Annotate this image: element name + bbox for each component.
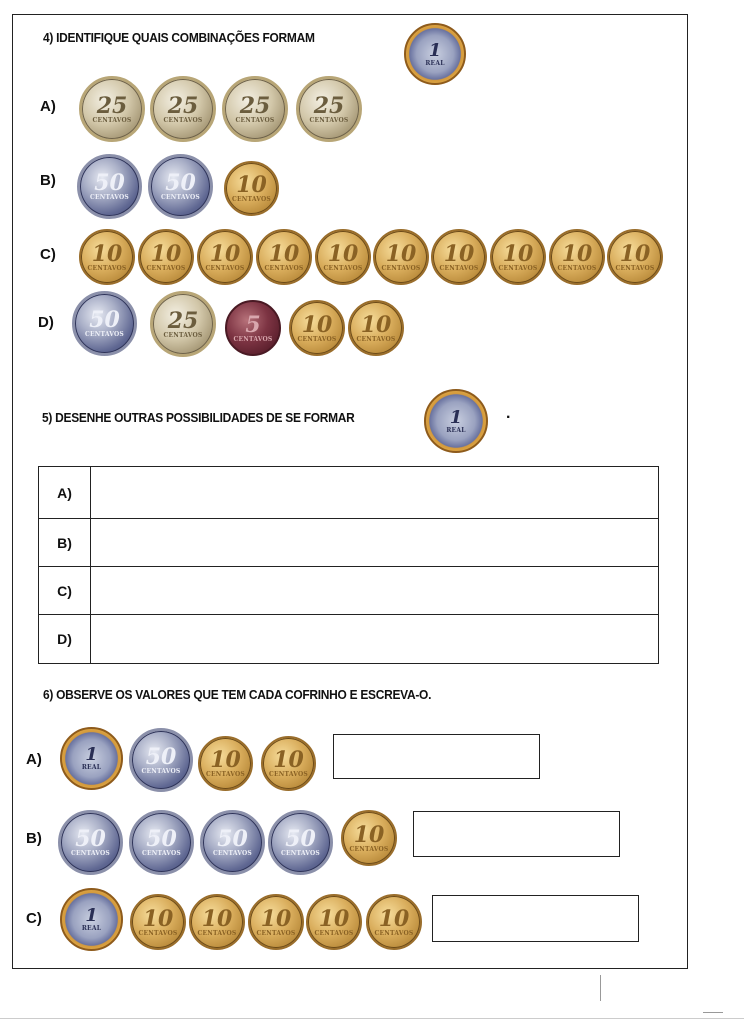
question-5-title: 5) DESENHE OUTRAS POSSIBILIDADES DE SE FORMAR bbox=[42, 410, 355, 425]
coin-10-centavos-icon: 10 CENTAVOS bbox=[130, 894, 186, 950]
one-real-coin-icon: 1 REAL bbox=[60, 727, 123, 790]
q6-row-a-answer-box[interactable] bbox=[333, 734, 540, 779]
coin-5-centavos-icon: 5 CENTAVOS bbox=[225, 300, 281, 356]
coin-50-centavos-icon: 50 CENTAVOS bbox=[58, 810, 123, 875]
q5-row-a bbox=[39, 467, 658, 518]
coin-10-centavos-icon: 10 CENTAVOS bbox=[79, 229, 135, 285]
coin-10-centavos-icon: 10 CENTAVOS bbox=[138, 229, 194, 285]
coin-25-centavos-icon: 25 CENTAVOS bbox=[150, 76, 216, 142]
coin-50-centavos-icon: 50 CENTAVOS bbox=[129, 810, 194, 875]
coin-10-centavos-icon: 10 CENTAVOS bbox=[373, 229, 429, 285]
q5-row-c bbox=[39, 566, 658, 614]
q4-row-a-label: A) bbox=[40, 98, 56, 115]
coin-10-centavos-icon: 10 CENTAVOS bbox=[197, 229, 253, 285]
coin-10-centavos-icon: 10 CENTAVOS bbox=[248, 894, 304, 950]
scan-artifact-mark bbox=[600, 975, 601, 1001]
q5-row-a-drawing-area[interactable] bbox=[91, 467, 658, 518]
coin-10-centavos-icon: 10 CENTAVOS bbox=[341, 810, 397, 866]
coin-10-centavos-icon: 10 CENTAVOS bbox=[607, 229, 663, 285]
coin-10-centavos-icon: 10 CENTAVOS bbox=[306, 894, 362, 950]
scan-artifact-mark bbox=[703, 1012, 723, 1013]
q5-row-b-label: B) bbox=[39, 519, 91, 566]
coin-25-centavos-icon: 25 CENTAVOS bbox=[296, 76, 362, 142]
coin-10-centavos-icon: 10 CENTAVOS bbox=[224, 161, 279, 216]
q4-row-b-label: B) bbox=[40, 172, 56, 189]
coin-10-centavos-icon: 10 CENTAVOS bbox=[261, 736, 316, 791]
coin-25-centavos-icon: 25 CENTAVOS bbox=[79, 76, 145, 142]
q5-row-b bbox=[39, 518, 658, 566]
one-real-coin-icon: 1 REAL bbox=[404, 23, 466, 85]
q5-answer-table bbox=[38, 466, 659, 664]
one-real-coin-icon: 1 REAL bbox=[424, 389, 488, 453]
coin-10-centavos-icon: 10 CENTAVOS bbox=[348, 300, 404, 356]
q6-row-a-label: A) bbox=[26, 751, 42, 768]
coin-50-centavos-icon: 50 CENTAVOS bbox=[129, 728, 193, 792]
q6-row-c-answer-box[interactable] bbox=[432, 895, 639, 942]
q5-row-a-label: A) bbox=[39, 467, 91, 518]
coin-10-centavos-icon: 10 CENTAVOS bbox=[256, 229, 312, 285]
q6-row-b-label: B) bbox=[26, 830, 42, 847]
coin-10-centavos-icon: 10 CENTAVOS bbox=[315, 229, 371, 285]
coin-10-centavos-icon: 10 CENTAVOS bbox=[189, 894, 245, 950]
coin-10-centavos-icon: 10 CENTAVOS bbox=[289, 300, 345, 356]
coin-50-centavos-icon: 50 CENTAVOS bbox=[200, 810, 265, 875]
q5-row-b-drawing-area[interactable] bbox=[91, 519, 658, 566]
question-5-trailing-period: . bbox=[506, 405, 511, 422]
q5-row-c-label: C) bbox=[39, 567, 91, 614]
question-4-title: 4) IDENTIFIQUE QUAIS COMBINAÇÕES FORMAM bbox=[43, 30, 315, 45]
coin-25-centavos-icon: 25 CENTAVOS bbox=[222, 76, 288, 142]
q5-row-c-drawing-area[interactable] bbox=[91, 567, 658, 614]
coin-25-centavos-icon: 25 CENTAVOS bbox=[150, 291, 216, 357]
coin-50-centavos-icon: 50 CENTAVOS bbox=[77, 154, 142, 219]
q5-row-d-label: D) bbox=[39, 615, 91, 663]
question-6-title: 6) OBSERVE OS VALORES QUE TEM CADA COFRINHO E ESCREVA-O. bbox=[43, 687, 432, 702]
coin-50-centavos-icon: 50 CENTAVOS bbox=[148, 154, 213, 219]
scan-edge-line bbox=[0, 1018, 744, 1019]
coin-10-centavos-icon: 10 CENTAVOS bbox=[490, 229, 546, 285]
one-real-coin-icon: 1 REAL bbox=[60, 888, 123, 951]
coin-10-centavos-icon: 10 CENTAVOS bbox=[366, 894, 422, 950]
coin-50-centavos-icon: 50 CENTAVOS bbox=[268, 810, 333, 875]
q4-row-c-label: C) bbox=[40, 246, 56, 263]
q5-row-d-drawing-area[interactable] bbox=[91, 615, 658, 663]
coin-10-centavos-icon: 10 CENTAVOS bbox=[549, 229, 605, 285]
coin-10-centavos-icon: 10 CENTAVOS bbox=[431, 229, 487, 285]
q6-row-b-answer-box[interactable] bbox=[413, 811, 620, 857]
q5-row-d bbox=[39, 614, 658, 663]
q6-row-c-label: C) bbox=[26, 910, 42, 927]
coin-10-centavos-icon: 10 CENTAVOS bbox=[198, 736, 253, 791]
q4-row-d-label: D) bbox=[38, 314, 54, 331]
coin-50-centavos-icon: 50 CENTAVOS bbox=[72, 291, 137, 356]
